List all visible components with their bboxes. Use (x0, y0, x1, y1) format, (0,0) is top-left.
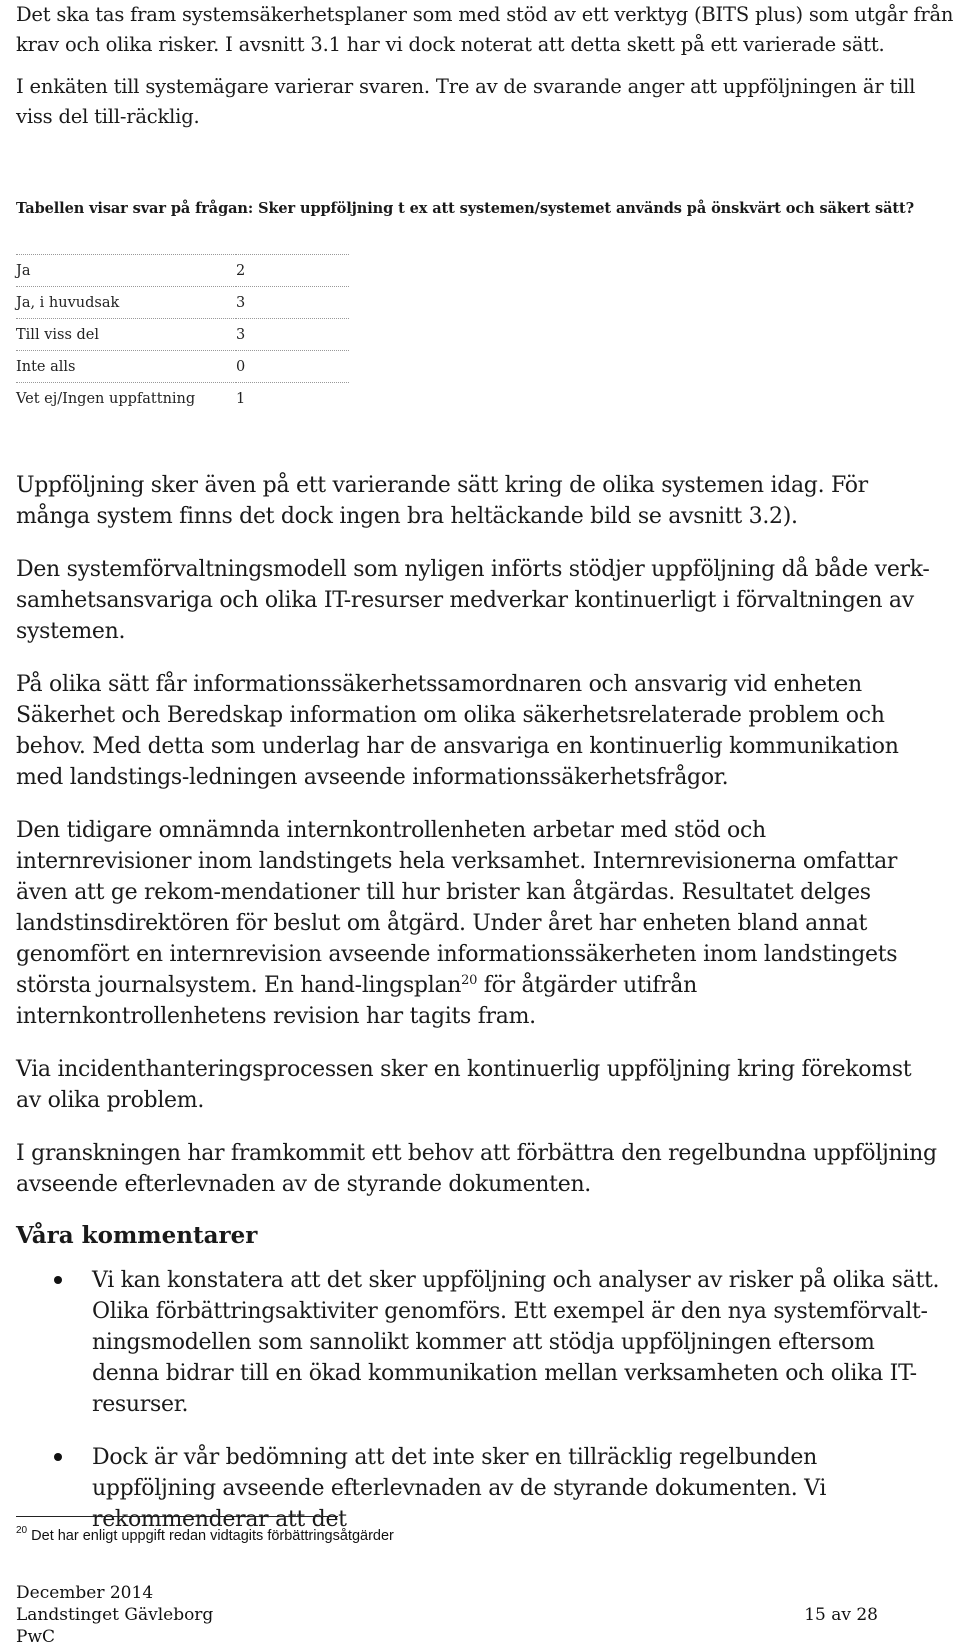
list-item (16, 1442, 941, 1535)
comment-text-2: Dock är vår bedömning att det inte sker en tillräcklig regelbunden uppföljning avseende efterlevnaden av de styrande dokumenten. Vi rekommenderar att det (92, 1445, 827, 1532)
comments-heading: Våra kommentarer (16, 1222, 258, 1249)
body-paragraph-4 (16, 815, 941, 1032)
row-value: 3 (236, 287, 349, 319)
table-row (16, 351, 349, 383)
row-label: Ja, i huvudsak (16, 287, 236, 319)
footnote-divider (16, 1516, 338, 1517)
body-paragraph-3: På olika sätt får informationssäkerhetssamordnaren och ansvarig vid enheten Säkerhet och Beredskap information om olika säkerhetsrelaterade problem och behov. Med detta som underlag har de ansvariga en kontinuerlig kommunikation med landstings-ledningen avseende informationssäkerhetsfrågor. (16, 672, 899, 790)
bullet-icon (54, 1276, 62, 1284)
intro-section (16, 0, 956, 132)
footer-organization: Landstinget Gävleborg (16, 1605, 214, 1625)
footer-left (16, 1582, 920, 1648)
row-label: Till viss del (16, 319, 236, 351)
document-page (16, 0, 956, 1532)
body-paragraph-5: Via incidenthanteringsprocessen sker en kontinuerlig uppföljning kring förekomst av olika problem. (16, 1057, 912, 1113)
page-number: 15 av 28 (804, 1605, 878, 1625)
page-footer (16, 1582, 920, 1648)
body-paragraph-6: I granskningen har framkommit ett behov att förbättra den regelbundna uppföljning avseende efterlevnaden av de styrande dokumenten. (16, 1141, 937, 1197)
table-row (16, 383, 349, 415)
table-row (16, 287, 349, 319)
comments-list (16, 1265, 941, 1535)
body-paragraph-2: Den systemförvaltningsmodell som nyligen införts stödjer uppföljning då både verk-samhetsansvariga och olika IT-resurser medverkar kontinuerligt i förvaltningen av systemen. (16, 557, 930, 644)
comment-text-1: Vi kan konstatera att det sker uppföljning och analyser av risker på olika sätt. Olika förbättringsaktiviter genomförs. Ett exempel är den nya systemförvalt-ningsmodellen som sannolikt kommer att stödja uppföljningen eftersom denna bidrar till en ökad kommunikation mellan verksamheten och olika IT-resurser. (92, 1268, 940, 1417)
footnote-reference[interactable]: 20 (461, 973, 478, 988)
table-row (16, 319, 349, 351)
body-paragraph-4-part-b: för åtgärder utifrån internkontrollenhetens revision har tagits fram. (16, 973, 697, 1029)
list-item (16, 1265, 941, 1420)
row-value: 3 (236, 319, 349, 351)
row-label: Inte alls (16, 351, 236, 383)
bullet-icon (54, 1453, 62, 1461)
table-row (16, 255, 349, 287)
intro-paragraph-1: Det ska tas fram systemsäkerhetsplaner som med stöd av ett verktyg (BITS plus) som utgår från krav och olika risker. I avsnitt 3.1 har vi dock noterat att detta skett på ett varierade sätt. (16, 3, 954, 56)
row-value: 0 (236, 351, 349, 383)
row-label: Vet ej/Ingen uppfattning (16, 383, 236, 415)
body-paragraph-4-part-a: Den tidigare omnämnda internkontrollenheten arbetar med stöd och internrevisioner inom landstingets hela verksamhet. Internrevisionerna omfattar även att ge rekom-mendationer till hur brister kan åtgärdas. Resultatet delges landstinsdirektören för beslut om åtgärd. Under året har enheten bland annat genomfört en internrevision avseende informationssäkerheten inom landstingets största journalsystem. En hand-lingsplan (16, 818, 898, 998)
footnote-text: Det har enligt uppgift redan vidtagits förbättringsåtgärder (27, 1528, 394, 1544)
footnote (16, 1525, 394, 1544)
row-value: 1 (236, 383, 349, 415)
intro-paragraph-2: I enkäten till systemägare varierar svaren. Tre av de svarande anger att uppföljningen är till viss del till-räcklig. (16, 75, 916, 128)
body-section (16, 470, 941, 1557)
body-paragraph-1: Uppföljning sker även på ett varierande sätt kring de olika systemen idag. För många system finns det dock ingen bra heltäckande bild se avsnitt 3.2). (16, 473, 868, 529)
footer-firm: PwC (16, 1627, 55, 1647)
footnote-number: 20 (16, 1525, 28, 1536)
row-label: Ja (16, 255, 236, 287)
table-caption: Tabellen visar svar på frågan: Sker uppföljning t ex att systemen/systemet används på önskvärt och säkert sätt? (16, 200, 914, 217)
row-value: 2 (236, 255, 349, 287)
response-table (16, 254, 349, 414)
footer-date: December 2014 (16, 1583, 154, 1603)
